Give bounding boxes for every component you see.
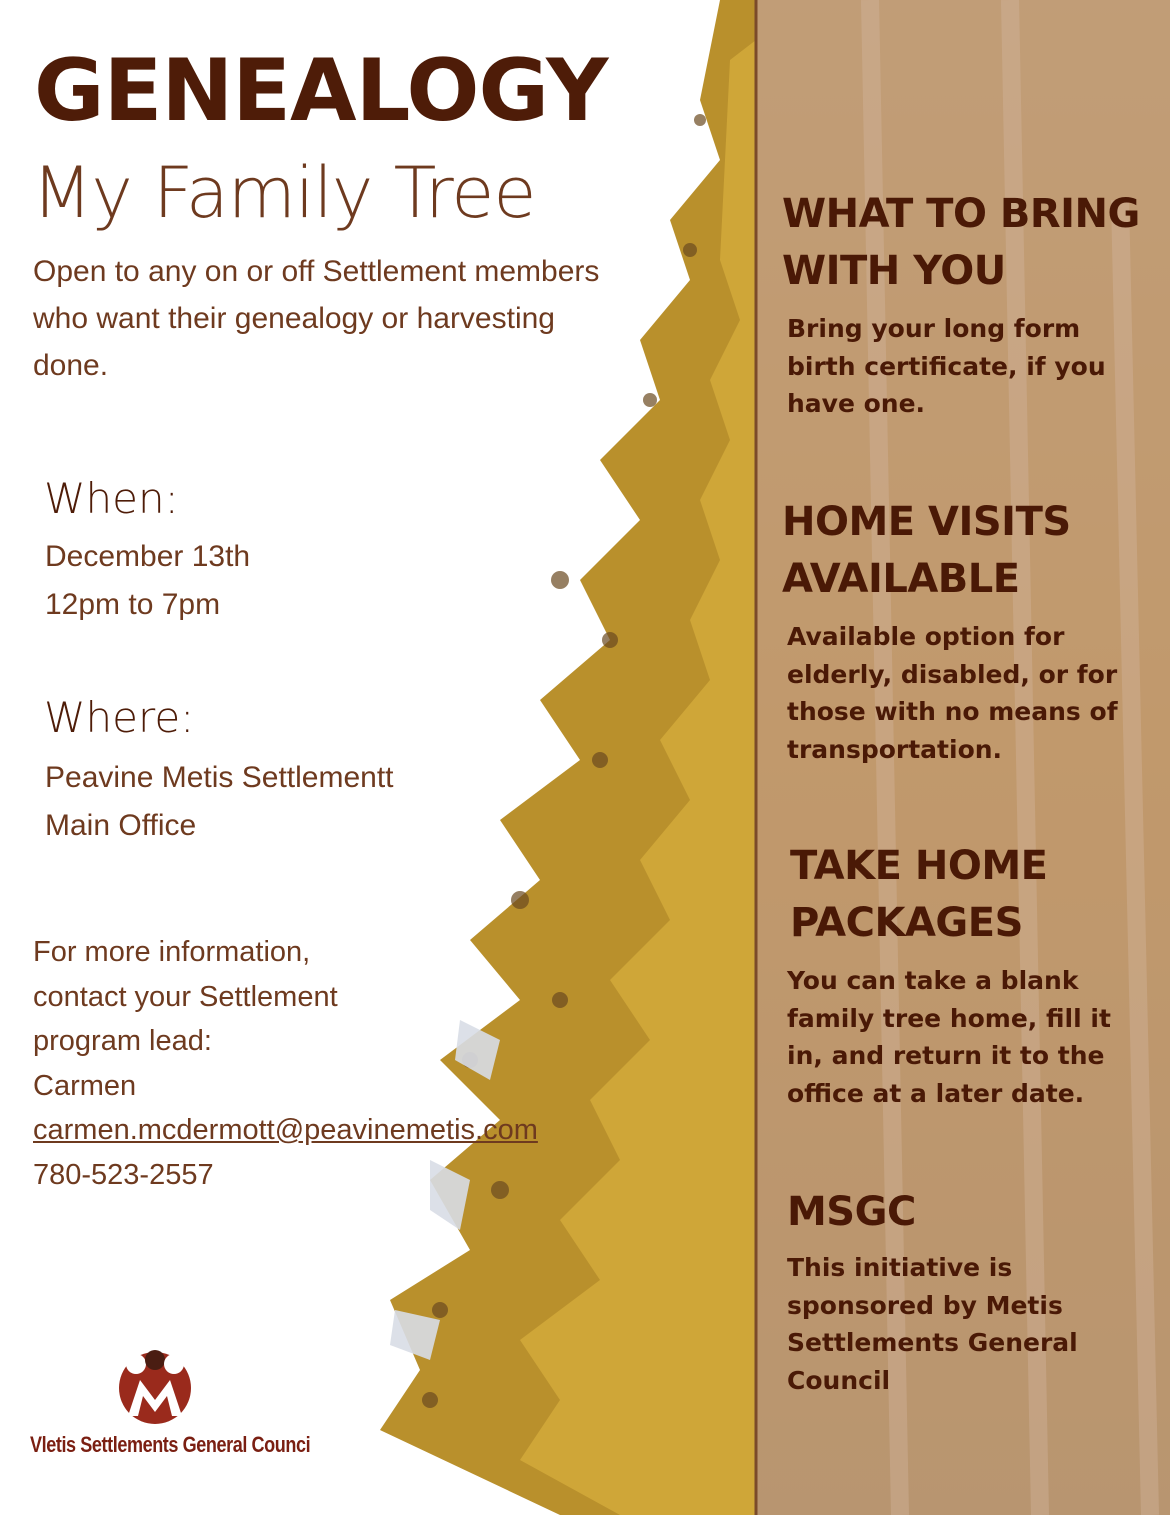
body-line: birth certificate, if you <box>787 351 1106 381</box>
heading-line: TAKE HOME <box>790 843 1048 889</box>
section-body-take-home <box>787 962 1137 1112</box>
section-heading-home-visits <box>782 494 1071 608</box>
when-label: When: <box>44 474 179 523</box>
heading-line: PACKAGES <box>790 900 1023 946</box>
section-heading-what-to-bring <box>782 186 1140 300</box>
event-location: Peavine Metis Settlementt <box>45 761 394 794</box>
contact-email-link[interactable]: carmen.mcdermott@peavinemetis.com <box>33 1114 538 1146</box>
contact-phone: 780-523-2557 <box>33 1158 214 1191</box>
body-line: sponsored by Metis <box>787 1290 1063 1320</box>
body-line: Settlements General <box>787 1328 1078 1357</box>
msgc-logo-mark <box>119 1350 191 1424</box>
where-details <box>45 754 394 850</box>
where-label: Where: <box>44 693 195 742</box>
heading-line: HOME VISITS <box>782 499 1071 545</box>
section-body-msgc <box>787 1249 1137 1399</box>
event-time: 12pm to 7pm <box>45 588 221 621</box>
heading-line: MSGC <box>787 1189 916 1235</box>
heading-line: WITH YOU <box>782 248 1006 294</box>
contact-line: For more information, <box>33 936 311 968</box>
body-line: office at a later date. <box>787 1078 1085 1108</box>
intro-text <box>33 248 683 389</box>
body-line: family tree home, fill it <box>787 1003 1111 1033</box>
body-line: elderly, disabled, or for <box>787 659 1118 689</box>
body-line: This initiative is <box>787 1253 1013 1282</box>
intro-line: who want their genealogy or harvesting <box>33 302 555 335</box>
body-line: in, and return it to the <box>787 1041 1105 1070</box>
when-details <box>45 533 250 629</box>
body-line: have one. <box>787 389 926 418</box>
contact-name: Carmen <box>33 1069 137 1102</box>
intro-line: Open to any on or off Settlement members <box>33 255 600 288</box>
section-body-home-visits <box>787 618 1137 768</box>
section-heading-take-home <box>790 838 1048 952</box>
section-body-what-to-bring <box>787 310 1137 423</box>
body-line: Available option for <box>787 622 1065 651</box>
contact-line: program lead: <box>33 1025 212 1057</box>
body-line: You can take a blank <box>787 966 1079 995</box>
page-subtitle: My Family Tree <box>32 152 536 234</box>
body-line: Council <box>787 1365 891 1395</box>
contact-line: contact your Settlement <box>33 980 338 1013</box>
logo-text: Vletis Settlements General Counci <box>30 1432 311 1457</box>
section-heading-msgc <box>787 1184 916 1241</box>
heading-line: WHAT TO BRING <box>782 191 1140 237</box>
page-title: GENEALOGY <box>34 41 608 141</box>
body-line: Bring your long form <box>787 314 1081 343</box>
event-date: December 13th <box>45 540 251 573</box>
heading-line: AVAILABLE <box>782 556 1020 602</box>
body-line: transportation. <box>787 734 1003 764</box>
body-line: those with no means of <box>787 697 1118 726</box>
event-location-office: Main Office <box>45 809 197 842</box>
contact-info <box>33 930 538 1197</box>
intro-line: done. <box>33 349 109 382</box>
